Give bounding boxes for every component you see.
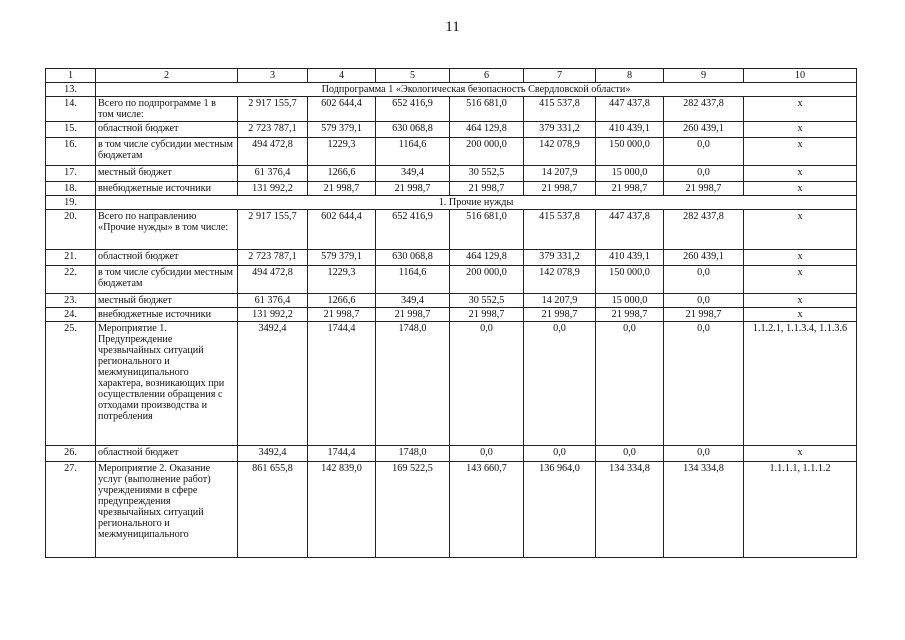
target-ref: 1.1.2.1, 1.1.3.4, 1.1.3.6 bbox=[744, 322, 857, 446]
row-name: внебюджетные источники bbox=[96, 308, 238, 322]
row-number: 21. bbox=[46, 250, 96, 266]
row-name: Всего по подпрограмме 1 в том числе: bbox=[96, 97, 238, 122]
value-cell: 652 416,9 bbox=[376, 97, 450, 122]
value-cell: 494 472,8 bbox=[238, 266, 308, 294]
value-cell: 21 998,7 bbox=[308, 308, 376, 322]
value-cell: 579 379,1 bbox=[308, 250, 376, 266]
value-cell: 134 334,8 bbox=[664, 462, 744, 558]
value-cell: 1266,6 bbox=[308, 294, 376, 308]
value-cell: 0,0 bbox=[664, 138, 744, 166]
value-cell: 61 376,4 bbox=[238, 294, 308, 308]
table-row bbox=[46, 182, 857, 196]
value-cell: 21 998,7 bbox=[524, 308, 596, 322]
row-name: местный бюджет bbox=[96, 294, 238, 308]
value-cell: 2 723 787,1 bbox=[238, 250, 308, 266]
table-row bbox=[46, 446, 857, 462]
column-header: 4 bbox=[308, 69, 376, 83]
value-cell: 61 376,4 bbox=[238, 166, 308, 182]
column-header: 1 bbox=[46, 69, 96, 83]
target-ref: x bbox=[744, 250, 857, 266]
value-cell: 134 334,8 bbox=[596, 462, 664, 558]
value-cell: 447 437,8 bbox=[596, 210, 664, 250]
table-row bbox=[46, 196, 857, 210]
value-cell: 2 917 155,7 bbox=[238, 210, 308, 250]
value-cell: 150 000,0 bbox=[596, 138, 664, 166]
row-name: в том числе субсидии местным бюджетам bbox=[96, 266, 238, 294]
value-cell: 652 416,9 bbox=[376, 210, 450, 250]
row-number: 15. bbox=[46, 122, 96, 138]
row-name: Всего по направлению «Прочие нужды» в том числе: bbox=[96, 210, 238, 250]
value-cell: 21 998,7 bbox=[450, 182, 524, 196]
column-header: 2 bbox=[96, 69, 238, 83]
row-name: внебюджетные источники bbox=[96, 182, 238, 196]
row-number: 13. bbox=[46, 83, 96, 97]
row-number: 14. bbox=[46, 97, 96, 122]
row-number: 27. bbox=[46, 462, 96, 558]
table-row bbox=[46, 294, 857, 308]
value-cell: 464 129,8 bbox=[450, 122, 524, 138]
target-ref: x bbox=[744, 308, 857, 322]
value-cell: 379 331,2 bbox=[524, 250, 596, 266]
target-ref: x bbox=[744, 138, 857, 166]
target-ref: x bbox=[744, 266, 857, 294]
column-header: 7 bbox=[524, 69, 596, 83]
value-cell: 0,0 bbox=[664, 166, 744, 182]
value-cell: 0,0 bbox=[450, 446, 524, 462]
value-cell: 3492,4 bbox=[238, 446, 308, 462]
row-number: 22. bbox=[46, 266, 96, 294]
value-cell: 21 998,7 bbox=[596, 182, 664, 196]
table-row bbox=[46, 210, 857, 250]
value-cell: 379 331,2 bbox=[524, 122, 596, 138]
value-cell: 1266,6 bbox=[308, 166, 376, 182]
value-cell: 21 998,7 bbox=[376, 182, 450, 196]
value-cell: 131 992,2 bbox=[238, 308, 308, 322]
table-row bbox=[46, 122, 857, 138]
target-ref: x bbox=[744, 122, 857, 138]
value-cell: 30 552,5 bbox=[450, 166, 524, 182]
row-name: областной бюджет bbox=[96, 250, 238, 266]
row-number: 18. bbox=[46, 182, 96, 196]
value-cell: 15 000,0 bbox=[596, 294, 664, 308]
row-number: 19. bbox=[46, 196, 96, 210]
value-cell: 200 000,0 bbox=[450, 138, 524, 166]
value-cell: 410 439,1 bbox=[596, 122, 664, 138]
value-cell: 1748,0 bbox=[376, 322, 450, 446]
value-cell: 0,0 bbox=[664, 446, 744, 462]
value-cell: 1744,4 bbox=[308, 322, 376, 446]
column-header: 3 bbox=[238, 69, 308, 83]
value-cell: 200 000,0 bbox=[450, 266, 524, 294]
value-cell: 0,0 bbox=[664, 266, 744, 294]
table-row bbox=[46, 166, 857, 182]
column-header: 6 bbox=[450, 69, 524, 83]
value-cell: 142 078,9 bbox=[524, 138, 596, 166]
row-number: 20. bbox=[46, 210, 96, 250]
value-cell: 579 379,1 bbox=[308, 122, 376, 138]
value-cell: 0,0 bbox=[596, 446, 664, 462]
row-name: областной бюджет bbox=[96, 122, 238, 138]
column-header: 10 bbox=[744, 69, 857, 83]
value-cell: 0,0 bbox=[664, 322, 744, 446]
value-cell: 0,0 bbox=[664, 294, 744, 308]
value-cell: 516 681,0 bbox=[450, 210, 524, 250]
target-ref: x bbox=[744, 182, 857, 196]
value-cell: 602 644,4 bbox=[308, 210, 376, 250]
value-cell: 349,4 bbox=[376, 166, 450, 182]
value-cell: 2 917 155,7 bbox=[238, 97, 308, 122]
value-cell: 0,0 bbox=[524, 322, 596, 446]
value-cell: 464 129,8 bbox=[450, 250, 524, 266]
row-number: 17. bbox=[46, 166, 96, 182]
column-header: 9 bbox=[664, 69, 744, 83]
value-cell: 0,0 bbox=[450, 322, 524, 446]
row-number: 25. bbox=[46, 322, 96, 446]
value-cell: 3492,4 bbox=[238, 322, 308, 446]
row-number: 23. bbox=[46, 294, 96, 308]
value-cell: 142 078,9 bbox=[524, 266, 596, 294]
table-body bbox=[46, 69, 857, 558]
row-number: 26. bbox=[46, 446, 96, 462]
column-header: 8 bbox=[596, 69, 664, 83]
section-title: Подпрограмма 1 «Экологическая безопасность Свердловской области» bbox=[96, 83, 857, 97]
value-cell: 1164,6 bbox=[376, 138, 450, 166]
row-name: в том числе субсидии местным бюджетам bbox=[96, 138, 238, 166]
value-cell: 415 537,8 bbox=[524, 97, 596, 122]
value-cell: 1229,3 bbox=[308, 266, 376, 294]
value-cell: 14 207,9 bbox=[524, 294, 596, 308]
value-cell: 630 068,8 bbox=[376, 250, 450, 266]
table-row bbox=[46, 83, 857, 97]
value-cell: 142 839,0 bbox=[308, 462, 376, 558]
section-title: 1. Прочие нужды bbox=[96, 196, 857, 210]
target-ref: x bbox=[744, 166, 857, 182]
target-ref: x bbox=[744, 97, 857, 122]
row-name: Мероприятие 1. Предупреждение чрезвычайных ситуаций регионального и межмуниципального характера, возникающих при осуществлении обращения с отходами производства и потребления bbox=[96, 322, 238, 446]
value-cell: 150 000,0 bbox=[596, 266, 664, 294]
value-cell: 21 998,7 bbox=[664, 308, 744, 322]
value-cell: 861 655,8 bbox=[238, 462, 308, 558]
table-row bbox=[46, 97, 857, 122]
table-row bbox=[46, 308, 857, 322]
table-row bbox=[46, 250, 857, 266]
value-cell: 410 439,1 bbox=[596, 250, 664, 266]
target-ref: x bbox=[744, 294, 857, 308]
value-cell: 30 552,5 bbox=[450, 294, 524, 308]
value-cell: 21 998,7 bbox=[308, 182, 376, 196]
column-header: 5 bbox=[376, 69, 450, 83]
value-cell: 2 723 787,1 bbox=[238, 122, 308, 138]
value-cell: 415 537,8 bbox=[524, 210, 596, 250]
row-name: местный бюджет bbox=[96, 166, 238, 182]
value-cell: 1748,0 bbox=[376, 446, 450, 462]
value-cell: 14 207,9 bbox=[524, 166, 596, 182]
row-name: Мероприятие 2. Оказание услуг (выполнение работ) учреждениями в сфере предупреждения чрезвычайных ситуаций регионального и межмуниципального bbox=[96, 462, 238, 558]
value-cell: 0,0 bbox=[596, 322, 664, 446]
table-row bbox=[46, 322, 857, 446]
value-cell: 15 000,0 bbox=[596, 166, 664, 182]
value-cell: 131 992,2 bbox=[238, 182, 308, 196]
target-ref: x bbox=[744, 446, 857, 462]
table-row bbox=[46, 138, 857, 166]
value-cell: 21 998,7 bbox=[664, 182, 744, 196]
value-cell: 260 439,1 bbox=[664, 250, 744, 266]
value-cell: 494 472,8 bbox=[238, 138, 308, 166]
value-cell: 136 964,0 bbox=[524, 462, 596, 558]
budget-table bbox=[45, 68, 857, 558]
table-row bbox=[46, 462, 857, 558]
value-cell: 282 437,8 bbox=[664, 97, 744, 122]
row-number: 24. bbox=[46, 308, 96, 322]
value-cell: 21 998,7 bbox=[450, 308, 524, 322]
value-cell: 0,0 bbox=[524, 446, 596, 462]
value-cell: 447 437,8 bbox=[596, 97, 664, 122]
target-ref: x bbox=[744, 210, 857, 250]
page-number: 11 bbox=[445, 19, 460, 35]
value-cell: 143 660,7 bbox=[450, 462, 524, 558]
value-cell: 602 644,4 bbox=[308, 97, 376, 122]
target-ref: 1.1.1.1, 1.1.1.2 bbox=[744, 462, 857, 558]
table-header-row bbox=[46, 69, 857, 83]
value-cell: 1229,3 bbox=[308, 138, 376, 166]
value-cell: 21 998,7 bbox=[596, 308, 664, 322]
table-row bbox=[46, 266, 857, 294]
value-cell: 21 998,7 bbox=[376, 308, 450, 322]
value-cell: 349,4 bbox=[376, 294, 450, 308]
row-number: 16. bbox=[46, 138, 96, 166]
row-name: областной бюджет bbox=[96, 446, 238, 462]
value-cell: 630 068,8 bbox=[376, 122, 450, 138]
value-cell: 21 998,7 bbox=[524, 182, 596, 196]
value-cell: 169 522,5 bbox=[376, 462, 450, 558]
value-cell: 282 437,8 bbox=[664, 210, 744, 250]
value-cell: 516 681,0 bbox=[450, 97, 524, 122]
value-cell: 1164,6 bbox=[376, 266, 450, 294]
value-cell: 260 439,1 bbox=[664, 122, 744, 138]
value-cell: 1744,4 bbox=[308, 446, 376, 462]
